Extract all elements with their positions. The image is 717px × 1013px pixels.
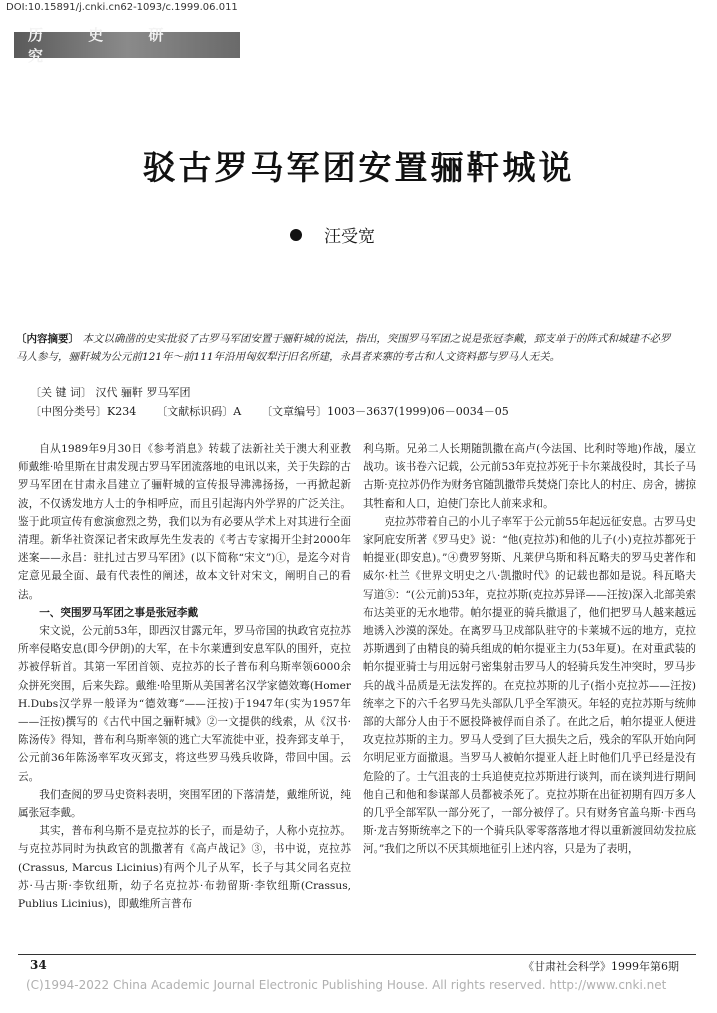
left-column (18, 440, 351, 913)
author-line (290, 222, 375, 247)
document-code: 〔文献标识码〕A (156, 405, 242, 418)
paragraph: 克拉苏带着自己的小儿子率军于公元前55年起远征安息。古罗马史家阿庇安所著《罗马史》说：“他(克拉苏)和他的儿子(小)克拉苏都死于帕提亚(即安息)。”④费罗努斯、凡莱伊乌斯和科瓦略夫的罗马史著作和威尔·杜兰《世界文明史之八·凯撒时代》的记载也都如是说。科瓦略夫写道⑤：“(公元前)53年，克拉苏斯(克拉苏异译——汪按)深入北部美索布达美亚的无水地带。帕尔提亚的骑兵撤退了，他们把罗马人越来越远地诱入沙漠的深处。在离罗马卫戍部队驻守的卡莱城不远的地方，克拉苏斯遇到了由精良的骑兵组成的帕尔提亚主力(53年夏)。在对重武装的帕尔提亚骑士与用远射弓密集射击罗马人的轻骑兵发生冲突时，罗马步兵的战斗品质是无法发挥的。在克拉苏斯的儿子(指小克拉苏——汪按)统率之下的六千名罗马先头部队几乎全军溃灭。年轻的克拉苏斯与统帅部的大部分人由于不愿投降被俘而自杀了。在此之后，帕尔提亚人便进攻克拉苏斯的主力。罗马人受到了巨大损失之后，残余的军队开始向阿尔明尼亚方面撤退。当罗马人被帕尔提亚人赶上时他们几乎已经是没有危险的了。士气沮丧的士兵追使克拉苏斯进行谈判，而在谈判进行期间他自己和他和参谋部人员都被杀死了。克拉苏斯在出征初期有四万多人的几乎全部军队一部分死了，一部分被俘了。只有财务官盖乌斯·卡西乌斯·龙吉努斯统率之下的一个骑兵队零零落落地才得以重新渡回幼发拉底河。”我们之所以不厌其烦地征引上述内容，只是为了表明， (363, 515, 696, 856)
article-id: 〔文章编号〕1003－3637(1999)06－0034－05 (261, 405, 509, 418)
footer-divider (18, 954, 696, 955)
keywords (30, 384, 191, 400)
abstract-text: 本文以确凿的史实批驳了古罗马军团安置于骊靬城的说法，指出，突围罗马军团之说是张冠李戴，郅支单于的阵式和城建不必罗马人参与，骊靬城为公元前121年～前111年沿用匈奴犁汙旧名所建，永昌者来寨的考古和人文资料都与罗马人无关。 (16, 333, 671, 363)
abstract (16, 330, 680, 366)
classification-line (30, 403, 509, 419)
paragraph: 宋文说，公元前53年，即西汉甘露元年，罗马帝国的执政官克拉苏所率侵略安息(即今伊朗)的大军，在卡尔莱遭到安息军队的围歼，克拉苏被俘斩首。其第一军团首领、克拉苏的长子普布利乌斯率领6000余众拼死突围，后来失踪。戴维·哈里斯从美国著名汉学家德效骞(Homer H.Dubs汉学界一般译为“德效骞”——汪按)于1947年(实为1957年——汪按)撰写的《古代中国之骊靬城》②一文提供的线索，从《汉书·陈汤传》得知，普布利乌斯率领的逃亡大军流徙中亚，投奔郅支单于，公元前36年陈汤率军攻灭郅支，将这些罗马残兵收降，带回中国。云云。 (18, 625, 351, 783)
keywords-label: 〔关 键 词〕 (30, 386, 92, 399)
section-banner: 历 史 研 究 (14, 32, 240, 58)
doi-header: DOI:10.15891/j.cnki.cn62-1093/c.1999.06.011 (6, 2, 238, 13)
body-columns (18, 440, 696, 913)
paragraph: 利乌斯。兄弟二人长期随凯撒在高卢(今法国、比利时等地)作战，屡立战功。该书卷六记载，公元前53年克拉苏死于卡尔莱战役时，其长子马古斯·克拉苏仍作为财务官随凯撒带兵焚烧门奈比人的村庄、房舍，掳掠其牲畜和人口，迫使门奈比人前来求和。 (363, 443, 696, 510)
right-column (363, 440, 696, 913)
author-name: 汪受宽 (324, 227, 375, 247)
paragraph: 其实，普布利乌斯不是克拉苏的长子，而是幼子，人称小克拉苏。与克拉苏同时为执政官的凯撒著有《高卢战记》③，书中说，克拉苏(Crassus, Marcus Licinius)有两个儿子从军，长子与其父同名克拉苏·马古斯·李钦纽斯，幼子名克拉苏·布勃留斯·李钦纽斯(Crassus, Publius Licinius)，即戴维所言普布 (18, 825, 351, 911)
copyright-watermark: (C)1994-2022 China Academic Journal Electronic Publishing House. All rights reserved. http://www.cnki.net (26, 978, 667, 992)
article-title: 驳古罗马军团安置骊靬城说 (142, 148, 575, 187)
page-number: 34 (30, 958, 47, 972)
paragraph: 我们查阅的罗马史资料表明，突围军团的下落清楚，戴维所说，纯属张冠李戴。 (18, 788, 351, 820)
abstract-label: 〔内容摘要〕 (16, 333, 79, 345)
section-heading: 一、突围罗马军团之事是张冠李戴 (39, 606, 199, 619)
clc-number: 〔中图分类号〕K234 (30, 405, 137, 418)
bullet-icon (290, 229, 302, 241)
journal-name: 《甘肃社会科学》1999年第6期 (523, 960, 679, 973)
keywords-text: 汉代 骊靬 罗马军团 (95, 386, 191, 399)
paragraph: 自从1989年9月30日《参考消息》转载了法新社关于澳大利亚教师戴维·哈里斯在甘肃发现古罗马军团流落地的电讯以来，关于失踪的古罗马军团在甘肃永昌建立了骊靬城的宣传报导沸沸扬扬，一再掀起新波，不仅诱发地方人士的争相呼应，而且引起海内外学界的广泛关注。鉴于此项宣传有愈演愈烈之势，我们以为有必要从学术上对其进行全面清理。新华社资深记者宋政厚先生发表的《考古专家揭开尘封2000年迷案——永昌：驻扎过古罗马军团》(以下简称“宋文”)①，是迄今对肯定意见最全面、最有代表性的阐述，故本文针对宋文，阐明自己的看法。 (18, 443, 351, 601)
